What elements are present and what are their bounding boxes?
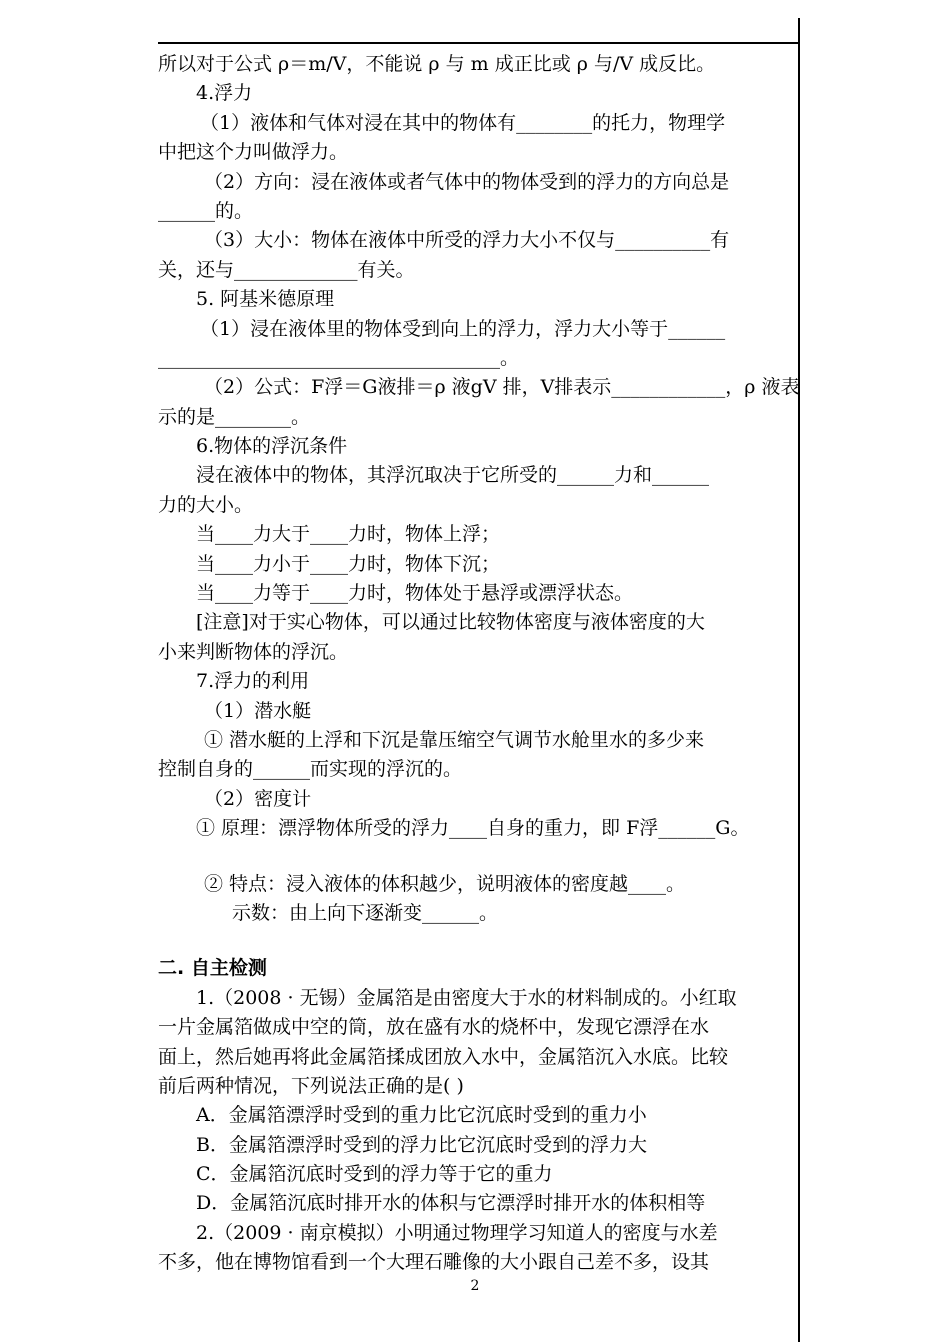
- text-line: 示数：由上向下逐渐变______。: [232, 901, 499, 924]
- text-line: （3）大小：物体在液体中所受的浮力大小不仅与__________有: [204, 229, 730, 252]
- option-b: B．金属箔漂浮时受到的浮力比它沉底时受到的浮力大: [196, 1133, 647, 1156]
- text-line: （1）潜水艇: [204, 699, 312, 722]
- text-line: 不多，他在博物馆看到一个大理石雕像的大小跟自己差不多，设其: [158, 1251, 710, 1274]
- text-line: 关，还与_____________有关。: [158, 258, 415, 281]
- text-line: 小来判断物体的浮沉。: [158, 640, 349, 663]
- question-2-line: 2.（2009 · 南京模拟）小明通过物理学习知道人的密度与水差: [196, 1221, 718, 1244]
- text-line: 当____力等于____力时，物体处于悬浮或漂浮状态。: [196, 582, 634, 605]
- text-line: 当____力小于____力时，物体下沉；: [196, 552, 501, 575]
- right-margin-rule: [798, 18, 800, 1342]
- spacer: [158, 844, 794, 870]
- text-line: （1）液体和气体对浸在其中的物体有________的托力，物理学: [200, 111, 726, 134]
- spacer: [158, 928, 794, 954]
- text-line: ① 原理：漂浮物体所受的浮力____自身的重力，即 F浮______G。: [196, 817, 750, 840]
- section-6-heading: 6.物体的浮沉条件: [196, 435, 348, 458]
- text-line: （2）公式：F浮＝G液排＝ρ 液gV 排，V排表示____________，ρ 液表: [204, 376, 800, 399]
- text-line: ② 特点：浸入液体的体积越少，说明液体的密度越____。: [204, 872, 686, 895]
- text-line: ____________________________________。: [158, 346, 520, 369]
- document-body: [158, 50, 800, 1278]
- text-line: ______的。: [158, 199, 254, 222]
- option-a: A．金属箔漂浮时受到的重力比它沉底时受到的重力小: [196, 1104, 647, 1127]
- section-7-heading: 7.浮力的利用: [196, 670, 310, 693]
- text-line: 一片金属箔做成中空的筒，放在盛有水的烧杯中，发现它漂浮在水: [158, 1016, 710, 1039]
- text-line: 力的大小。: [158, 493, 254, 516]
- text-line: 浸在液体中的物体，其浮沉取决于它所受的______力和______: [196, 464, 710, 487]
- top-rule: [158, 42, 798, 44]
- page-number: 2: [470, 1278, 480, 1294]
- text-line: 前后两种情况，下列说法正确的是( ): [158, 1074, 464, 1097]
- option-c: C．金属箔沉底时受到的浮力等于它的重力: [196, 1163, 553, 1186]
- text-line: 面上，然后她再将此金属箔揉成团放入水中，金属箔沉入水底。比较: [158, 1045, 729, 1068]
- section-4-heading: 4.浮力: [196, 82, 253, 105]
- text-line: 当____力大于____力时，物体上浮；: [196, 523, 501, 546]
- text-line: 示的是________。: [158, 405, 311, 428]
- option-d: D．金属箔沉底时排开水的体积与它漂浮时排开水的体积相等: [196, 1192, 706, 1215]
- text-line: （2）方向：浸在液体或者气体中的物体受到的浮力的方向总是: [204, 170, 730, 193]
- text-line: 中把这个力叫做浮力。: [158, 141, 349, 164]
- question-1-line: 1.（2008 · 无锡）金属箔是由密度大于水的材料制成的。小红取: [196, 986, 737, 1009]
- text-line: （1）浸在液体里的物体受到向上的浮力，浮力大小等于______: [200, 317, 726, 340]
- section-heading: 二. 自主检测: [158, 957, 267, 980]
- note-line: [注意]对于实心物体，可以通过比较物体密度与液体密度的大: [196, 611, 705, 634]
- text-line: 控制自身的______而实现的浮沉的。: [158, 758, 463, 781]
- text-line: 所以对于公式 ρ＝m/V，不能说 ρ 与 m 成正比或 ρ 与/V 成反比。: [158, 53, 716, 75]
- section-5-heading: 5. 阿基米德原理: [196, 288, 335, 311]
- text-line: （2）密度计: [204, 787, 312, 810]
- text-line: ① 潜水艇的上浮和下沉是靠压缩空气调节水舱里水的多少来: [204, 728, 705, 751]
